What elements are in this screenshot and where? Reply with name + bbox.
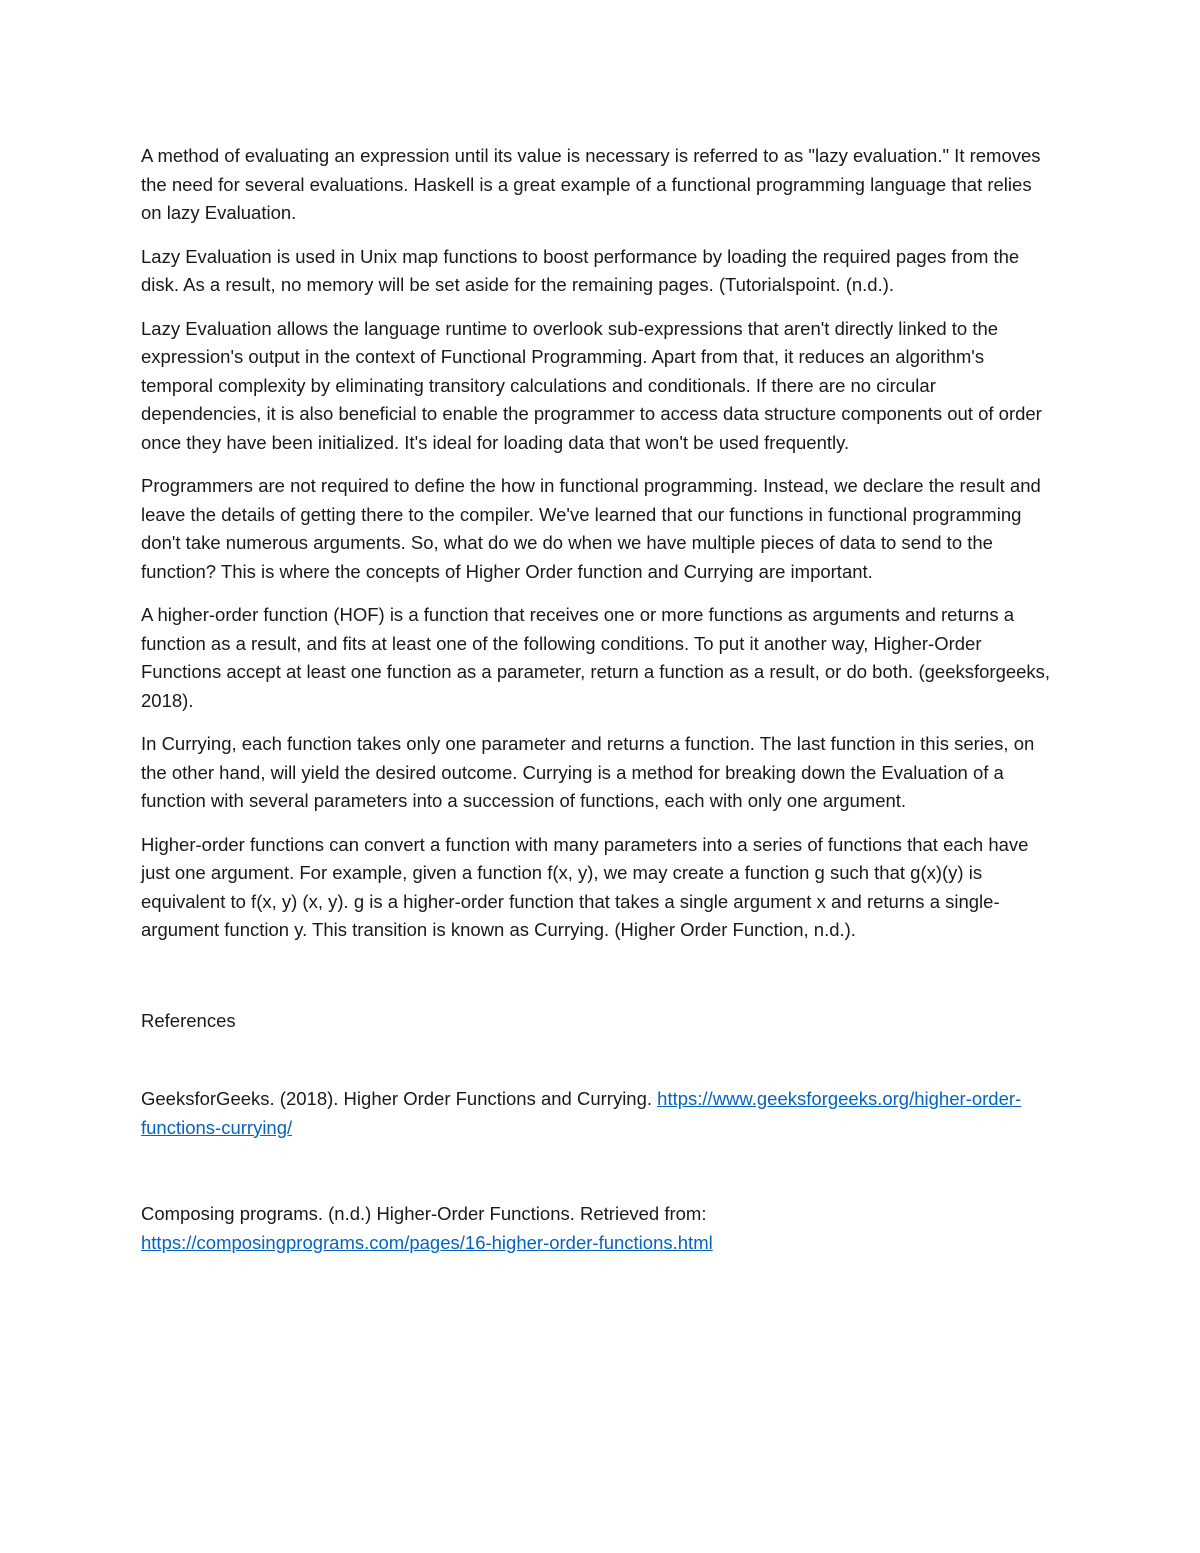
spacer	[141, 1142, 1056, 1200]
paragraph-higher-order-function: A higher-order function (HOF) is a function that receives one or more functions as arguments and returns a function as a result, and fits at least one of the following conditions. To put it another way, Higher-Order Functions accept at least one function as a parameter, return a function as a result, or do both. (geeksforgeeks, 2018).	[141, 604, 1051, 711]
document-body	[141, 142, 1056, 1257]
paragraph-currying: In Currying, each function takes only one parameter and returns a function. The last function in this series, on the other hand, will yield the desired outcome. Currying is a method for breaking down the Evaluation of a function with several parameters into a succession of functions, each with only one argument.	[141, 733, 1035, 811]
reference-item-composing-programs	[141, 1200, 1056, 1257]
spacer	[141, 1035, 1056, 1085]
paragraph-lazy-evaluation-intro: A method of evaluating an expression until its value is necessary is referred to as "lazy evaluation." It removes the need for several evaluations. Haskell is a great example of a functional programming language that relies on lazy Evaluation.	[141, 145, 1041, 223]
paragraph-unix-map-functions: Lazy Evaluation is used in Unix map functions to boost performance by loading the required pages from the disk. As a result, no memory will be set aside for the remaining pages. (Tutorialspoint. (n.d.).	[141, 245, 1020, 295]
paragraph-hof-currying-example: Higher-order functions can convert a function with many parameters into a series of functions that each have just one argument. For example, given a function f(x, y), we may create a function g such that g(x)(y) is equivalent to f(x, y) (x, y). g is a higher-order function that takes a single argument x and returns a single-argument function y. This transition is known as Currying. (Higher Order Function, n.d.).	[141, 833, 1029, 940]
reference-item-geeksforgeeks	[141, 1085, 1056, 1142]
reference-text: Composing programs. (n.d.) Higher-Order Functions. Retrieved from:	[141, 1203, 707, 1224]
reference-link-composing-programs[interactable]: https://composingprograms.com/pages/16-higher-order-functions.html	[141, 1231, 713, 1253]
spacer	[141, 960, 1056, 1007]
paragraph-lazy-evaluation-benefits: Lazy Evaluation allows the language runtime to overlook sub-expressions that aren't directly linked to the expression's output in the context of Functional Programming. Apart from that, it reduces an algorithm's temporal complexity by eliminating transitory calculations and conditionals. If there are no circular dependencies, it is also beneficial to enable the programmer to access data structure components out of order once they have been initialized. It's ideal for loading data that won't be used frequently.	[141, 317, 1042, 453]
references-heading: References	[141, 1009, 236, 1031]
reference-link-geeksforgeeks[interactable]: https://www.geeksforgeeks.org/higher-order-functions-currying/	[141, 1088, 1022, 1138]
reference-text: GeeksforGeeks. (2018). Higher Order Functions and Currying.	[141, 1088, 658, 1109]
paragraph-functional-programming: Programmers are not required to define the how in functional programming. Instead, we declare the result and leave the details of getting there to the compiler. We've learned that our functions in functional programming don't take numerous arguments. So, what do we do when we have multiple pieces of data to send to the function? This is where the concepts of Higher Order function and Currying are important.	[141, 475, 1041, 582]
